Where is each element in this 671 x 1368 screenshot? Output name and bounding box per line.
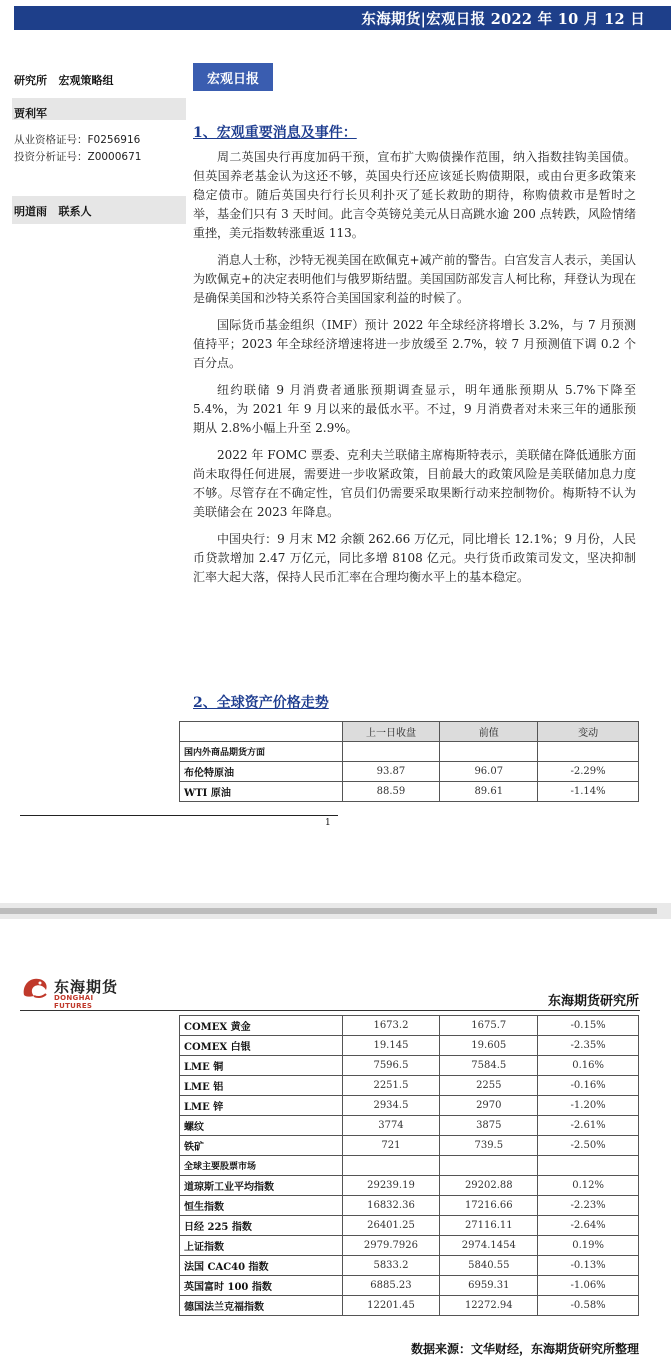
report-type-tag: 宏观日报: [193, 63, 273, 91]
asset-prev: 6959.31: [440, 1276, 538, 1296]
asset-change: -0.15%: [538, 1016, 639, 1036]
table-row: [180, 762, 639, 782]
table-header-row: [180, 722, 639, 742]
table-row: [180, 1276, 639, 1296]
page-number: 1: [325, 818, 331, 828]
asset-close: 7596.5: [342, 1056, 440, 1076]
logo-english-name: DONGHAI FUTURES: [54, 994, 94, 1010]
asset-name: COMEX 黄金: [180, 1016, 343, 1036]
asset-close: 16832.36: [342, 1196, 440, 1216]
table-row: [180, 1256, 639, 1276]
asset-prev: 2255: [440, 1076, 538, 1096]
table-group-row: [180, 742, 639, 762]
table-row: [180, 1196, 639, 1216]
asset-change: -2.29%: [538, 762, 639, 782]
asset-close: 29239.19: [342, 1176, 440, 1196]
asset-close: 5833.2: [342, 1256, 440, 1276]
table-row: [180, 1056, 639, 1076]
asset-name: 恒生指数: [180, 1196, 343, 1216]
asset-prev: 3875: [440, 1116, 538, 1136]
asset-close: 88.59: [342, 782, 440, 802]
news-paragraph: 2022 年 FOMC 票委、克利夫兰联储主席梅斯特表示，美联储在降低通胀方面尚未取得任何进展，需要进一步收紧政策，目前最大的政策风险是美联储加息力度不够。尽管存在不确定性，官员们仍需要采取果断行动来控制物价。梅斯特不认为美联储会在 2023 年降息。: [193, 448, 636, 519]
asset-close: 93.87: [342, 762, 440, 782]
asset-name: 德国法兰克福指数: [180, 1296, 343, 1316]
asset-change: -1.06%: [538, 1276, 639, 1296]
news-paragraph: 消息人士称，沙特无视美国在欧佩克+减产前的警告。白宫发言人表示，美国认为欧佩克+的决定表明他们与俄罗斯结盟。美国国防部发言人柯比称，拜登认为现在是确保美国和沙特关系符合美国国家利益的时候了。: [193, 253, 636, 305]
contact-name: 明道雨 联系人: [14, 205, 92, 218]
asset-prev: 96.07: [440, 762, 538, 782]
table-row: [180, 1236, 639, 1256]
news-body: [193, 148, 636, 595]
asset-change: -1.20%: [538, 1096, 639, 1116]
analyst-name: 贾利军: [14, 107, 47, 120]
asset-close: 721: [342, 1136, 440, 1156]
header-close: 上一日收盘: [342, 722, 440, 742]
asset-close: 1673.2: [342, 1016, 440, 1036]
asset-change: -0.58%: [538, 1296, 639, 1316]
asset-prev: 7584.5: [440, 1056, 538, 1076]
table-row: [180, 1016, 639, 1036]
asset-name: 上证指数: [180, 1236, 343, 1256]
asset-price-table-part2: [179, 1015, 639, 1316]
asset-prev: 2974.1454: [440, 1236, 538, 1256]
report-header-bar: [14, 6, 671, 30]
asset-name: WTI 原油: [180, 782, 343, 802]
asset-close: 6885.23: [342, 1276, 440, 1296]
logo-chinese-name: 东海期货: [54, 978, 119, 996]
asset-change: 0.19%: [538, 1236, 639, 1256]
dragon-logo-icon: [20, 975, 50, 1003]
table-row: [180, 1076, 639, 1096]
asset-name: COMEX 白银: [180, 1036, 343, 1056]
asset-name: LME 铜: [180, 1056, 343, 1076]
table-row: [180, 782, 639, 802]
asset-change: -2.50%: [538, 1136, 639, 1156]
header-change: 变动: [538, 722, 639, 742]
advisory-cert: 投资分析证号：Z0000671: [14, 151, 142, 163]
donghai-logo: [20, 975, 132, 1010]
asset-change: -1.14%: [538, 782, 639, 802]
section-2-title: 2、全球资产价格走势: [193, 695, 329, 711]
asset-name: 英国富时 100 指数: [180, 1276, 343, 1296]
news-paragraph: 周二英国央行再度加码干预，宣布扩大购债操作范围，纳入指数挂钩美国债。但英国养老基金认为这还不够，英国央行还应该延长购债期限，或由台更多政策来稳定债市。随后英国央行行长贝利扑灭了延长救助的期待，称购债救市是暂时之举，基金们只有 3 天时间。此言令英镑兑美元从日高跳水逾 200 点转跌，风险情绪重挫，美元指数转涨重返 113。: [193, 150, 636, 240]
asset-prev: 89.61: [440, 782, 538, 802]
news-paragraph: 国际货币基金组织（IMF）预计 2022 年全球经济将增长 3.2%，与 7 月预测值持平；2023 年全球经济增速将进一步放缓至 2.7%，较 7 月预测值下调 0.2 个百分点。: [193, 318, 636, 370]
asset-prev: 17216.66: [440, 1196, 538, 1216]
qualification-cert: 从业资格证号：F0256916: [14, 134, 141, 146]
department-label: 研究所 宏观策略组: [14, 74, 114, 87]
group-label: 全球主要股票市场: [180, 1156, 343, 1176]
asset-close: 3774: [342, 1116, 440, 1136]
group-label: 国内外商品期货方面: [180, 742, 343, 762]
blank-cell: [538, 1156, 639, 1176]
asset-prev: 19.605: [440, 1036, 538, 1056]
footer-rule: [20, 815, 338, 816]
asset-close: 2979.7926: [342, 1236, 440, 1256]
asset-change: 0.16%: [538, 1056, 639, 1076]
page2-header-rule: [20, 1010, 640, 1011]
asset-close: 26401.25: [342, 1216, 440, 1236]
table-row: [180, 1116, 639, 1136]
institute-name: 东海期货研究所: [547, 994, 639, 1009]
blank-cell: [538, 742, 639, 762]
asset-name: 螺纹: [180, 1116, 343, 1136]
asset-change: -0.16%: [538, 1076, 639, 1096]
asset-name: 布伦特原油: [180, 762, 343, 782]
asset-close: 12201.45: [342, 1296, 440, 1316]
asset-prev: 29202.88: [440, 1176, 538, 1196]
asset-name: LME 铝: [180, 1076, 343, 1096]
asset-close: 2934.5: [342, 1096, 440, 1116]
page-separator-shadow: [0, 908, 657, 914]
header-blank-cell: [180, 722, 343, 742]
news-paragraph: 纽约联储 9 月消费者通胀预期调查显示，明年通胀预期从 5.7%下降至 5.4%，为 2021 年 9 月以来的最低水平。不过，9 月消费者对未来三年的通胀预期从 2.8%小幅上升至 2.9%。: [193, 383, 636, 435]
asset-change: -2.64%: [538, 1216, 639, 1236]
table-row: [180, 1296, 639, 1316]
blank-cell: [440, 742, 538, 762]
report-header-title: 东海期货|宏观日报 2022 年 10 月 12 日: [361, 10, 645, 28]
table-group-row: [180, 1156, 639, 1176]
asset-prev: 1675.7: [440, 1016, 538, 1036]
asset-prev: 2970: [440, 1096, 538, 1116]
asset-prev: 12272.94: [440, 1296, 538, 1316]
asset-close: 19.145: [342, 1036, 440, 1056]
asset-change: -2.23%: [538, 1196, 639, 1216]
blank-cell: [342, 742, 440, 762]
asset-change: -2.35%: [538, 1036, 639, 1056]
news-paragraph: 中国央行：9 月末 M2 余额 262.66 万亿元，同比增长 12.1%；9 月份，人民币贷款增加 2.47 万亿元，同比多增 8108 亿元。央行货币政策司发文，坚决抑制汇率大起大落，保持人民币汇率在合理均衡水平上的基本稳定。: [193, 532, 636, 584]
asset-change: 0.12%: [538, 1176, 639, 1196]
asset-name: LME 锌: [180, 1096, 343, 1116]
asset-name: 法国 CAC40 指数: [180, 1256, 343, 1276]
asset-prev: 5840.55: [440, 1256, 538, 1276]
section-1-title: 1、宏观重要消息及事件：: [193, 125, 357, 141]
asset-name: 道琼斯工业平均指数: [180, 1176, 343, 1196]
asset-close: 2251.5: [342, 1076, 440, 1096]
blank-cell: [440, 1156, 538, 1176]
asset-price-table-part1: [179, 721, 639, 802]
header-prev: 前值: [440, 722, 538, 742]
asset-change: -0.13%: [538, 1256, 639, 1276]
table-row: [180, 1036, 639, 1056]
asset-name: 铁矿: [180, 1136, 343, 1156]
table-row: [180, 1096, 639, 1116]
table-row: [180, 1176, 639, 1196]
table-row: [180, 1136, 639, 1156]
data-source-note: 数据来源：文华财经，东海期货研究所整理: [410, 1342, 639, 1356]
table-row: [180, 1216, 639, 1236]
asset-name: 日经 225 指数: [180, 1216, 343, 1236]
asset-prev: 27116.11: [440, 1216, 538, 1236]
asset-change: -2.61%: [538, 1116, 639, 1136]
blank-cell: [342, 1156, 440, 1176]
asset-prev: 739.5: [440, 1136, 538, 1156]
